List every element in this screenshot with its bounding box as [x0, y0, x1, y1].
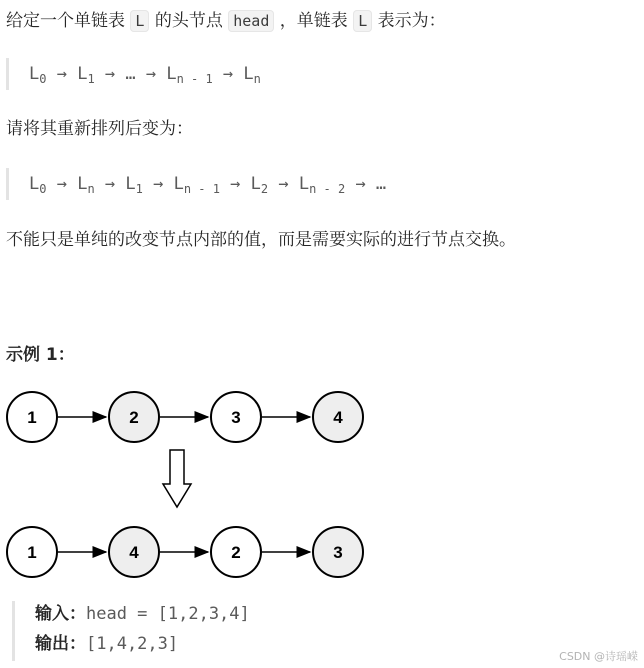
code-L: L — [130, 10, 149, 32]
list-before — [7, 392, 363, 442]
example-output-line — [35, 631, 250, 657]
svg-text:2: 2 — [231, 543, 241, 562]
intro-text-b: 的头节点 — [154, 11, 223, 31]
node-after-4 — [313, 527, 363, 577]
svg-text:3: 3 — [333, 543, 343, 562]
svg-text:1: 1 — [27, 543, 37, 562]
output-label: 输出： — [35, 634, 86, 654]
reorder-paragraph: 请将其重新排列后变为： — [6, 119, 193, 139]
intro-paragraph — [6, 9, 446, 33]
intro-text-d: 表示为： — [377, 11, 446, 31]
svg-text:4: 4 — [333, 408, 343, 427]
node-before-3 — [211, 392, 261, 442]
formula-blockquote-1 — [6, 58, 261, 90]
input-value: head = [1,2,3,4] — [86, 604, 250, 624]
formula-reordered: $L_0 \to L_n \to L_1 \to L_{n - 1} \to L_2 \to L_{n - 2}$ → … — [29, 174, 387, 196]
linked-list-diagram — [0, 380, 380, 580]
formula-original-order: $L_0 \to L_1$ → … → $L_{n - 1} \to L_n$ — [29, 64, 261, 86]
output-value: [1,4,2,3] — [86, 634, 179, 654]
watermark: CSDN @诗瑶嵘 — [559, 650, 638, 663]
svg-text:4: 4 — [129, 543, 139, 562]
list-after — [7, 527, 363, 577]
example-input-line — [35, 601, 250, 627]
note-paragraph: 不能只是单纯的改变节点内部的值，而是需要实际的进行节点交换。 — [6, 230, 516, 250]
node-before-4 — [313, 392, 363, 442]
example-title: 示例 1： — [6, 345, 75, 365]
code-head: head — [228, 10, 274, 32]
svg-text:1: 1 — [27, 408, 37, 427]
node-after-2 — [109, 527, 159, 577]
code-L-2: L — [353, 10, 372, 32]
formula-blockquote-2 — [6, 168, 386, 200]
node-before-1 — [7, 392, 57, 442]
intro-text-a: 给定一个单链表 — [6, 11, 125, 31]
transform-down-arrow-icon — [163, 450, 191, 507]
node-before-2 — [109, 392, 159, 442]
node-after-1 — [7, 527, 57, 577]
svg-text:3: 3 — [231, 408, 241, 427]
input-label: 输入： — [35, 604, 86, 624]
example-io-block — [12, 601, 250, 661]
node-after-3 — [211, 527, 261, 577]
intro-text-c: ，单链表 — [279, 11, 348, 31]
svg-text:2: 2 — [129, 408, 139, 427]
